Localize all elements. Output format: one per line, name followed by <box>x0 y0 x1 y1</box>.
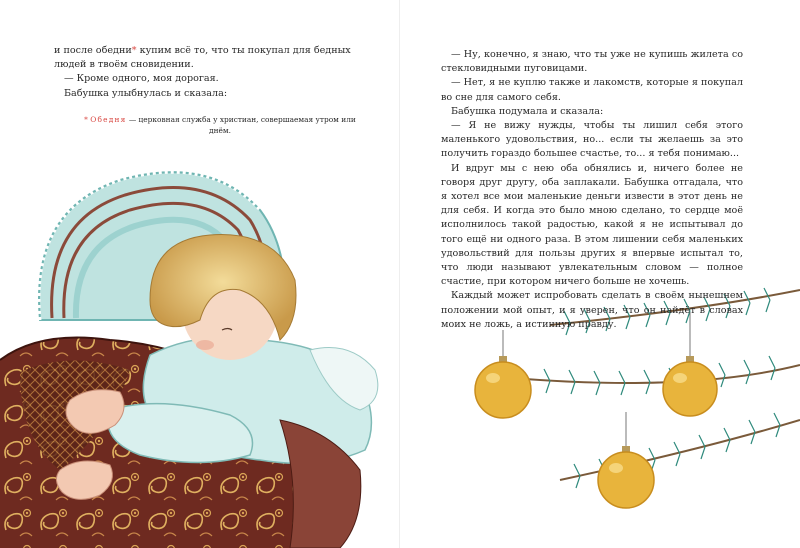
ornament-1 <box>475 330 531 418</box>
footnote-definition: — церковная служба у христиан, совершаемая утром или днём. <box>126 115 356 135</box>
right-paragraph-2: — Нет, я не куплю также и лакомств, которые я покупал во сне для самого себя. <box>441 77 743 103</box>
paragraph-1-start: и после обедни <box>54 45 132 56</box>
right-paragraph-3: Бабушка подумала и сказала: <box>451 105 604 117</box>
footnote-term: Обедня <box>90 115 127 124</box>
right-page-text <box>441 48 743 332</box>
paragraph-1-end: купим всё то, что ты покупал для бедных людей в твоём сновидении. <box>54 45 351 71</box>
right-paragraph-5: И вдруг мы с нею оба обнялись и, ничего более не говоря друг другу, оба заплакали. Бабушка отгадала, что я хотел все мои маленькие деньги извести в этот день не для себя. И когда это было мною сделано, то сердце моё исполнилось такой радостью, какой я не испытывал до того ещё ни одного раза. В этом лишении себя маленьких удовольствий для пользы других я впервые испытал то, что люди называют увлекательным словом — полное счастие, при котором ничего больше не хочешь. <box>441 162 743 288</box>
paragraph-2: — Кроме одного, моя дорогая. <box>64 73 219 85</box>
right-paragraph-1: — Ну, конечно, я знаю, что ты уже не купишь жилета со стекловидными пуговицами. <box>441 49 743 75</box>
paragraph-3: Бабушка улыбнулась и сказала: <box>64 87 228 99</box>
ornament-3 <box>598 412 654 508</box>
footnote-marker: * <box>131 45 137 56</box>
right-paragraph-4: — Я не вижу нужды, чтобы ты лишил себя этого маленького удовольствия, но... если ты желаешь за это получить гораздо большее счастье, то... я тебя понимаю... <box>441 120 743 160</box>
right-paragraph-6: Каждый может испробовать сделать в своём нынешнем положении мой опыт, и я уверен, что он найдёт в словах моих не ложь, а истинную правду. <box>441 290 743 330</box>
footnote-star: * <box>84 115 88 124</box>
